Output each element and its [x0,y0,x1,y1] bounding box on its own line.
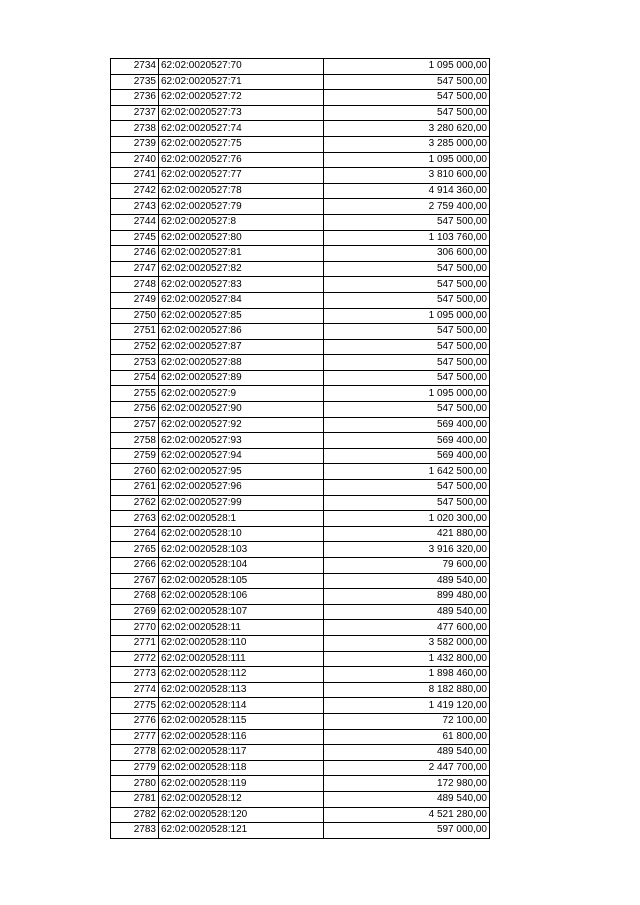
cadastral-value-cell: 8 182 880,00 [324,682,490,698]
table-row [111,604,490,620]
table-row [111,823,490,839]
row-number-cell: 2746 [111,246,159,262]
cadastral-value-cell: 547 500,00 [324,214,490,230]
cadastral-number-cell: 62:02:0020528:10 [159,526,324,542]
table-row [111,760,490,776]
table-row [111,308,490,324]
row-number-cell: 2743 [111,199,159,215]
table-row [111,480,490,496]
row-number-cell: 2777 [111,729,159,745]
cadastral-number-cell: 62:02:0020527:77 [159,168,324,184]
cadastral-number-cell: 62:02:0020527:85 [159,308,324,324]
row-number-cell: 2740 [111,152,159,168]
cadastral-value-cell: 1 095 000,00 [324,386,490,402]
cadastral-value-cell: 547 500,00 [324,495,490,511]
cadastral-value-cell: 489 540,00 [324,791,490,807]
cadastral-value-cell: 1 432 800,00 [324,651,490,667]
cadastral-number-cell: 62:02:0020527:82 [159,261,324,277]
cadastral-number-cell: 62:02:0020528:105 [159,573,324,589]
cadastral-number-cell: 62:02:0020527:80 [159,230,324,246]
row-number-cell: 2738 [111,121,159,137]
table-row [111,402,490,418]
row-number-cell: 2757 [111,417,159,433]
cadastral-value-cell: 547 500,00 [324,339,490,355]
row-number-cell: 2776 [111,713,159,729]
cadastral-number-cell: 62:02:0020527:92 [159,417,324,433]
cadastral-value-cell: 547 500,00 [324,261,490,277]
cadastral-number-cell: 62:02:0020528:103 [159,542,324,558]
table-row [111,807,490,823]
table-row [111,230,490,246]
row-number-cell: 2736 [111,90,159,106]
table-row [111,339,490,355]
cadastral-number-cell: 62:02:0020528:113 [159,682,324,698]
table-row [111,74,490,90]
cadastral-number-cell: 62:02:0020528:111 [159,651,324,667]
cadastral-value-cell: 421 880,00 [324,526,490,542]
table-row [111,542,490,558]
row-number-cell: 2745 [111,230,159,246]
table-row [111,246,490,262]
cadastral-number-cell: 62:02:0020527:71 [159,74,324,90]
cadastral-number-cell: 62:02:0020527:79 [159,199,324,215]
row-number-cell: 2770 [111,620,159,636]
cadastral-number-cell: 62:02:0020527:99 [159,495,324,511]
row-number-cell: 2781 [111,791,159,807]
table-row [111,464,490,480]
cadastral-number-cell: 62:02:0020527:81 [159,246,324,262]
row-number-cell: 2764 [111,526,159,542]
table-row [111,511,490,527]
table-row [111,59,490,75]
table-row [111,667,490,683]
row-number-cell: 2773 [111,667,159,683]
row-number-cell: 2748 [111,277,159,293]
cadastral-number-cell: 62:02:0020527:73 [159,105,324,121]
row-number-cell: 2742 [111,183,159,199]
row-number-cell: 2751 [111,324,159,340]
row-number-cell: 2779 [111,760,159,776]
row-number-cell: 2749 [111,292,159,308]
row-number-cell: 2734 [111,59,159,75]
row-number-cell: 2766 [111,558,159,574]
row-number-cell: 2747 [111,261,159,277]
cadastral-value-cell: 597 000,00 [324,823,490,839]
cadastral-number-cell: 62:02:0020528:116 [159,729,324,745]
cadastral-number-cell: 62:02:0020527:96 [159,480,324,496]
cadastral-number-cell: 62:02:0020528:12 [159,791,324,807]
table-row [111,651,490,667]
table-row [111,90,490,106]
cadastral-number-cell: 62:02:0020528:119 [159,776,324,792]
table-row [111,620,490,636]
cadastral-number-cell: 62:02:0020528:115 [159,713,324,729]
table-row [111,292,490,308]
table-row [111,214,490,230]
cadastral-value-cell: 547 500,00 [324,277,490,293]
cadastral-number-cell: 62:02:0020527:87 [159,339,324,355]
row-number-cell: 2783 [111,823,159,839]
table-row [111,324,490,340]
cadastral-value-cell: 547 500,00 [324,105,490,121]
cadastral-value-cell: 1 103 760,00 [324,230,490,246]
table-row [111,136,490,152]
cadastral-value-cell: 477 600,00 [324,620,490,636]
table-row [111,152,490,168]
row-number-cell: 2763 [111,511,159,527]
row-number-cell: 2752 [111,339,159,355]
table-body [111,59,490,839]
cadastral-value-cell: 547 500,00 [324,324,490,340]
cadastral-number-cell: 62:02:0020527:8 [159,214,324,230]
cadastral-number-cell: 62:02:0020527:83 [159,277,324,293]
cadastral-number-cell: 62:02:0020527:95 [159,464,324,480]
cadastral-number-cell: 62:02:0020528:104 [159,558,324,574]
cadastral-number-cell: 62:02:0020527:94 [159,448,324,464]
row-number-cell: 2775 [111,698,159,714]
cadastral-value-cell: 569 400,00 [324,433,490,449]
cadastral-value-cell: 1 095 000,00 [324,59,490,75]
cadastral-number-cell: 62:02:0020527:72 [159,90,324,106]
table-row [111,386,490,402]
row-number-cell: 2772 [111,651,159,667]
row-number-cell: 2758 [111,433,159,449]
row-number-cell: 2744 [111,214,159,230]
cadastral-value-cell: 3 280 620,00 [324,121,490,137]
table-row [111,526,490,542]
cadastral-number-cell: 62:02:0020528:120 [159,807,324,823]
table-row [111,698,490,714]
table-row [111,433,490,449]
table-row [111,729,490,745]
cadastral-value-cell: 547 500,00 [324,292,490,308]
cadastral-value-cell: 1 419 120,00 [324,698,490,714]
row-number-cell: 2768 [111,589,159,605]
cadastral-value-cell: 3 810 600,00 [324,168,490,184]
table-row [111,791,490,807]
table-row [111,121,490,137]
cadastral-value-cell: 569 400,00 [324,417,490,433]
table-row [111,417,490,433]
cadastral-value-cell: 3 285 000,00 [324,136,490,152]
cadastral-value-cell: 547 500,00 [324,480,490,496]
cadastral-value-cell: 1 095 000,00 [324,308,490,324]
table-row [111,589,490,605]
cadastral-number-cell: 62:02:0020528:110 [159,635,324,651]
table-row [111,776,490,792]
table-row [111,682,490,698]
cadastral-number-cell: 62:02:0020527:70 [159,59,324,75]
table-row [111,277,490,293]
cadastral-number-cell: 62:02:0020527:78 [159,183,324,199]
table-row [111,635,490,651]
cadastral-number-cell: 62:02:0020527:84 [159,292,324,308]
cadastral-value-cell: 547 500,00 [324,90,490,106]
cadastral-number-cell: 62:02:0020528:117 [159,745,324,761]
cadastral-number-cell: 62:02:0020528:121 [159,823,324,839]
row-number-cell: 2759 [111,448,159,464]
cadastral-number-cell: 62:02:0020527:89 [159,370,324,386]
cadastral-value-cell: 489 540,00 [324,745,490,761]
row-number-cell: 2780 [111,776,159,792]
row-number-cell: 2778 [111,745,159,761]
cadastral-number-cell: 62:02:0020528:11 [159,620,324,636]
cadastral-value-cell: 3 916 320,00 [324,542,490,558]
cadastral-value-cell: 4 914 360,00 [324,183,490,199]
table-row [111,573,490,589]
table-row [111,355,490,371]
row-number-cell: 2761 [111,480,159,496]
cadastral-number-cell: 62:02:0020527:74 [159,121,324,137]
cadastral-value-cell: 1 020 300,00 [324,511,490,527]
cadastral-value-cell: 4 521 280,00 [324,807,490,823]
table-row [111,495,490,511]
cadastral-number-cell: 62:02:0020527:75 [159,136,324,152]
row-number-cell: 2737 [111,105,159,121]
table-row [111,183,490,199]
table-row [111,168,490,184]
cadastral-number-cell: 62:02:0020528:107 [159,604,324,620]
cadastral-value-cell: 2 759 400,00 [324,199,490,215]
cadastral-number-cell: 62:02:0020528:118 [159,760,324,776]
cadastral-value-cell: 72 100,00 [324,713,490,729]
cadastral-number-cell: 62:02:0020528:1 [159,511,324,527]
row-number-cell: 2754 [111,370,159,386]
row-number-cell: 2782 [111,807,159,823]
row-number-cell: 2767 [111,573,159,589]
cadastral-value-cell: 306 600,00 [324,246,490,262]
row-number-cell: 2760 [111,464,159,480]
row-number-cell: 2735 [111,74,159,90]
cadastral-number-cell: 62:02:0020527:86 [159,324,324,340]
cadastral-number-cell: 62:02:0020527:90 [159,402,324,418]
cadastral-value-cell: 1 095 000,00 [324,152,490,168]
row-number-cell: 2753 [111,355,159,371]
cadastral-value-cell: 547 500,00 [324,370,490,386]
cadastral-value-cell: 61 800,00 [324,729,490,745]
cadastral-number-cell: 62:02:0020527:88 [159,355,324,371]
cadastral-value-cell: 899 480,00 [324,589,490,605]
cadastral-value-cell: 1 642 500,00 [324,464,490,480]
cadastral-value-cell: 489 540,00 [324,573,490,589]
table-row [111,261,490,277]
table-row [111,199,490,215]
cadastral-value-cell: 489 540,00 [324,604,490,620]
cadastral-value-cell: 547 500,00 [324,402,490,418]
cadastral-number-cell: 62:02:0020527:9 [159,386,324,402]
cadastral-value-table [110,58,490,839]
row-number-cell: 2765 [111,542,159,558]
row-number-cell: 2755 [111,386,159,402]
row-number-cell: 2750 [111,308,159,324]
row-number-cell: 2741 [111,168,159,184]
row-number-cell: 2762 [111,495,159,511]
cadastral-number-cell: 62:02:0020528:112 [159,667,324,683]
row-number-cell: 2756 [111,402,159,418]
table-row [111,745,490,761]
row-number-cell: 2739 [111,136,159,152]
cadastral-number-cell: 62:02:0020527:93 [159,433,324,449]
table-row [111,105,490,121]
table-row [111,713,490,729]
cadastral-value-cell: 1 898 460,00 [324,667,490,683]
table-row [111,448,490,464]
cadastral-value-cell: 547 500,00 [324,355,490,371]
cadastral-value-cell: 172 980,00 [324,776,490,792]
row-number-cell: 2771 [111,635,159,651]
cadastral-number-cell: 62:02:0020528:114 [159,698,324,714]
cadastral-value-cell: 547 500,00 [324,74,490,90]
cadastral-value-cell: 79 600,00 [324,558,490,574]
cadastral-value-cell: 2 447 700,00 [324,760,490,776]
table-row [111,558,490,574]
row-number-cell: 2769 [111,604,159,620]
cadastral-number-cell: 62:02:0020527:76 [159,152,324,168]
row-number-cell: 2774 [111,682,159,698]
cadastral-value-cell: 569 400,00 [324,448,490,464]
cadastral-value-cell: 3 582 000,00 [324,635,490,651]
table-row [111,370,490,386]
cadastral-number-cell: 62:02:0020528:106 [159,589,324,605]
